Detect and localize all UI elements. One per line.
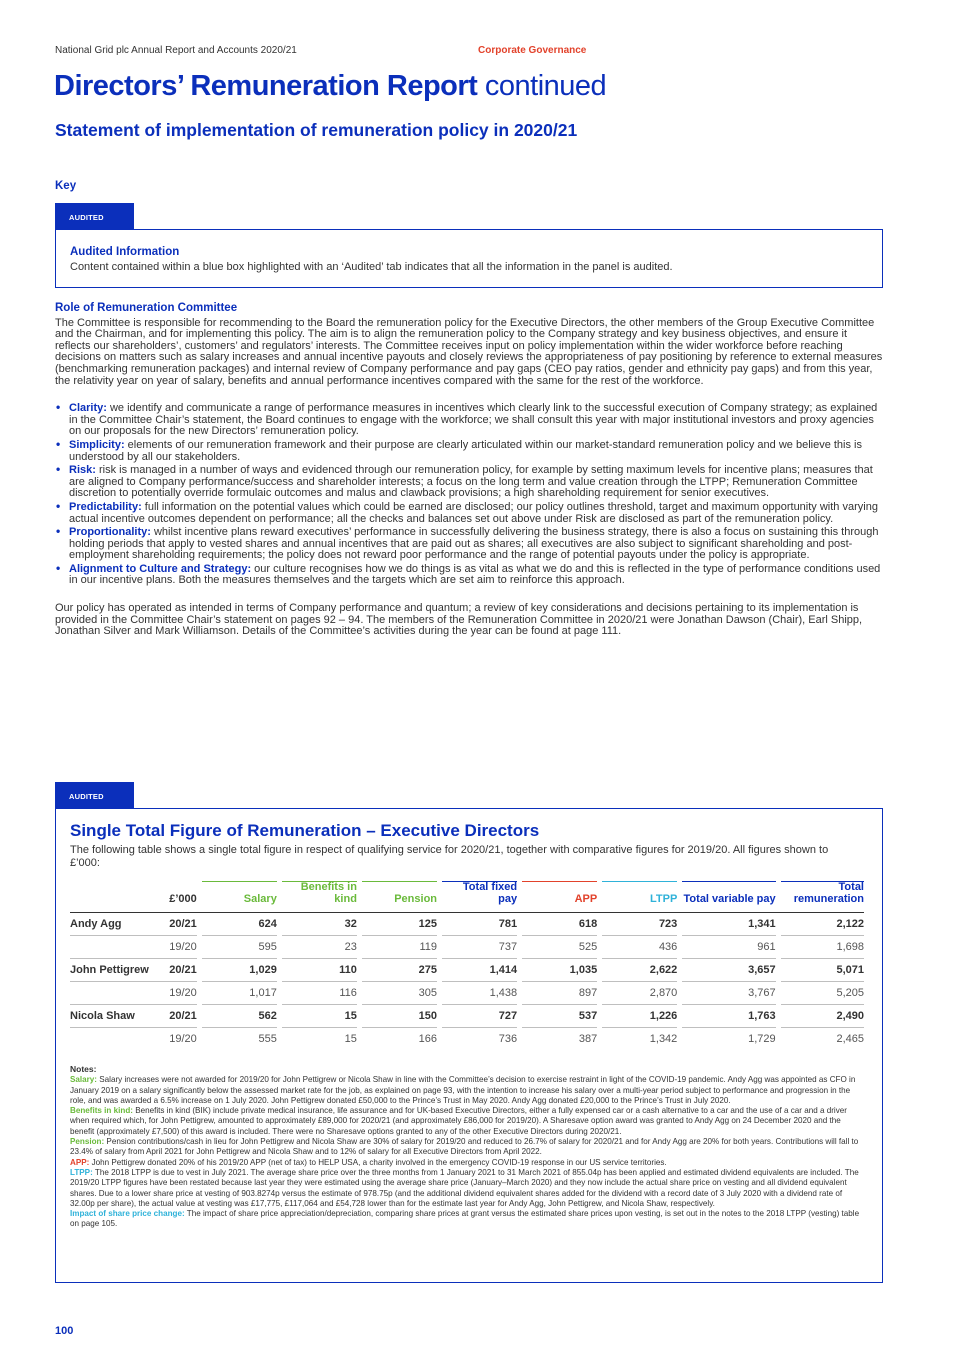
cell-benefits: 15 [282,1005,357,1028]
year-cell: 19/20 [161,982,196,1005]
key-audited-tab: AUDITED [55,203,134,229]
cell-salary: 595 [202,936,277,959]
header-benefits: Benefits in kind [282,882,357,913]
cell-pension: 119 [362,936,437,959]
remuneration-heading: Single Total Figure of Remuneration – Executive Directors [70,821,540,840]
bullet-term: Risk: [69,464,96,477]
role-principles-list [55,400,883,587]
header-section-title: Corporate Governance [478,45,587,56]
list-item [55,400,883,438]
table-row [70,936,864,959]
note-benefits [70,1106,866,1137]
note-text: Pension contributions/cash in lieu for John Pettigrew and Nicola Shaw are 30% of salary for 2019/20 and reduced to 26.7% of salary for 2020/21 and for Andy Agg are 20% for both years. Contributions will fall to 23.4% of salary from April 2021 for John Pettigrew and Nicola Shaw and to 12% of salary for all Executive Directors from April 2022. [70,1137,859,1157]
cell-app: 618 [522,913,597,936]
cell-app: 537 [522,1005,597,1028]
page-title-main: Directors’ Remuneration Report [54,70,478,102]
cell-total: 2,465 [781,1028,864,1051]
director-name: Andy Agg [70,913,161,936]
note-text: Salary increases were not awarded for 2019/20 for John Pettigrew or Nicola Shaw in line with the Committee’s decision to exercise restraint in light of the COVID-19 pandemic. Andy Agg was appointed as CFO in January 2019 on a salary significantly below the assessed market rate for the job, as explained on page 93, with the intention to increase his salary over a multi-year period subject to performance and progression in the role, and was awarded a 6.5% increase on 1 July 2020. John Pettigrew donated £50,000 to the Prince’s Trust in May 2020. Andy Agg donated £20,000 to the Prince’s Trust in July 2020. [70,1075,856,1105]
cell-pension: 305 [362,982,437,1005]
cell-tfp: 1,414 [442,959,517,982]
remuneration-intro: The following table shows a single total figure in respect of qualifying service for 2020/21, together with comparative figures for 2019/20. All figures shown to £’000: [70,844,829,869]
cell-pension: 275 [362,959,437,982]
cell-total: 5,071 [781,959,864,982]
cell-total: 2,122 [781,913,864,936]
cell-tvp: 961 [682,936,775,959]
cell-benefits: 15 [282,1028,357,1051]
cell-tvp: 1,729 [682,1028,775,1051]
year-cell: 20/21 [161,1005,196,1028]
cell-ltpp: 723 [602,913,677,936]
note-app [70,1158,866,1168]
bullet-text: whilst incentive plans reward executives’ performance in successfully delivering the business strategy, there is also a focus on sustaining this through holding periods that apply to vested shares and annual incentives that are paid out as shares; all executives are also subject to significant shareholding and post-employment shareholding requirements; the policy does not reward poor performance and the range of potential payouts under the policy is appropriate. [69,526,879,562]
role-heading: Role of Remuneration Committee [55,302,238,314]
bullet-icon: • [56,462,61,477]
note-label: APP: [70,1157,90,1167]
bullet-icon: • [56,560,61,575]
bullet-text: we identify and communicate a range of performance measures in incentives which clearly link to the successful execution of Company strategy; as explained in the Committee Chair’s statement, the Board continues to engage with the workforce; we shall consult this year with major institutional investors and proxy agencies on our proposals for the new Directors’ remuneration policy. [69,402,878,438]
bullet-text: full information on the potential values which could be earned are disclosed; our policy outlines threshold, target and maximum opportunity with varying actual incentive outcomes dependent on performance; all the checks and balances set out above under Risk are disclosed as part of the remuneration policy. [69,500,878,525]
header-app: APP [522,882,597,913]
cell-tfp: 727 [442,1005,517,1028]
year-cell: 19/20 [161,1028,196,1051]
cell-salary: 555 [202,1028,277,1051]
table-row [70,1005,864,1028]
cell-tvp: 3,657 [682,959,775,982]
cell-salary: 624 [202,913,277,936]
cell-tfp: 781 [442,913,517,936]
year-cell: 20/21 [161,913,196,936]
bullet-icon: • [56,400,61,415]
cell-app: 525 [522,936,597,959]
header-report-title: National Grid plc Annual Report and Accounts 2020/21 [55,45,297,56]
table-header-row [70,882,864,913]
list-item [55,498,883,525]
table-row [70,959,864,982]
bullet-icon: • [56,524,61,539]
list-item [55,436,883,463]
cell-pension: 166 [362,1028,437,1051]
cell-benefits: 32 [282,913,357,936]
cell-ltpp: 2,622 [602,959,677,982]
remuneration-table [70,881,864,1050]
director-name [70,1028,161,1051]
cell-pension: 125 [362,913,437,936]
note-label: Impact of share price change: [70,1209,185,1219]
note-text: The impact of share price appreciation/depreciation, comparing share prices at grant versus the estimated share prices upon vesting, is set out in the notes to the 2018 LTPP (vesting) table on page 105. [70,1209,860,1229]
cell-app: 1,035 [522,959,597,982]
page-subtitle: Statement of implementation of remuneration policy in 2020/21 [55,120,578,140]
bullet-text: elements of our remuneration framework and their purpose are clearly articulated within our market-standard remuneration policy and we believe this is understood by all our stakeholders. [69,438,862,463]
note-label: LTPP: [70,1167,93,1177]
list-item [55,560,883,587]
key-box [55,229,883,288]
notes-heading: Notes: [70,1064,97,1074]
note-text: The 2018 LTPP is due to vest in July 2021. The average share price over the three months from 1 January 2021 to 31 March 2021 of 855.04p has been applied and estimated dividend equivalents are included. The 2019/20 LTPP figures have been restated because last year they were estimated using the average share price (January–March 2020) and they now include the actual share price on vesting and all dividend equivalent shares. Due to a lower share price at vesting of 903.8274p versus the estimate of 978.75p (and the additional dividend equivalent shares added for the dividend with a record date of 3 July 2020 with a dividend rate of 32.00p per share), the actual value at vesting was £17,775, £117,064 and £54,728 lower than for the estimate last year for Andy Agg, John Pettigrew, and Nicola Shaw, respectively. [70,1167,859,1208]
note-text: John Pettigrew donated 20% of his 2019/20 APP (net of tax) to HELP USA, a charity involved in the emergency COVID-19 response in our US service territories. [89,1157,667,1167]
header-ltpp: LTPP [602,882,677,913]
cell-tvp: 1,763 [682,1005,775,1028]
list-item [55,462,883,500]
cell-total: 1,698 [781,936,864,959]
bullet-term: Simplicity: [69,438,125,451]
cell-total: 2,490 [781,1005,864,1028]
role-closing: Our policy has operated as intended in terms of Company performance and quantum; a review of key considerations and decisions pertaining to its implementation is provided in the Committee Chair’s statement on pages 92 – 94. The members of the Remuneration Committee in 2020/21 were Jonathan Dawson (Chair), Earl Shipp, Jonathan Silver and Mark Williamson. Details of the Committee’s activities during the year can be found at page 111. [55,602,863,638]
bullet-term: Proportionality: [69,526,151,539]
cell-total: 5,205 [781,982,864,1005]
bullet-text: risk is managed in a number of ways and evidenced through our remuneration policy, for example by setting maximum levels for incentive plans; measures that are aligned to Company performance/success and shareholder interests; a focus on the long term and value creation through the LTPP; Remuneration Committee discretion to potentially override formulaic outcomes and malus and clawback provisions; a high shareholding requirement for senior executives. [69,464,873,500]
list-item [55,524,883,562]
director-name [70,982,161,1005]
header-total-remuneration: Total remuneration [781,882,864,913]
director-name: Nicola Shaw [70,1005,161,1028]
key-label: Key [55,180,77,192]
bullet-text: our culture recognises how we do things is as vital as what we do and this is reflected in the type of performance conditions used in our incentive plans. Both the measures themselves and the targets which are set aim to reinforce this approach. [69,562,881,587]
note-salary [70,1075,866,1106]
cell-salary: 1,017 [202,982,277,1005]
role-intro: The Committee is responsible for recommending to the Board the remuneration policy for the Executive Directors, the other members of the Group Executive Committee and the Chairman, and for implementing this policy. The aim is to align the remuneration policy to the Company strategy and key business objectives, and ensure it reflects our shareholders’, customers’ and regulators’ interests. The Committee receives input on policy implementation within the wider workforce before reaching decisions on matters such as salary increases and annual incentive payouts and closely reviews the appropriateness of pay positioning by reference to external measures (benchmarking remuneration packages) and internal review of Company performance and pay gaps (CEO pay ratios, gender and ethnicity pay gaps) and from this year, the relativity year on year of salary, benefits and annual performance incentives compared with the same for the rest of the workforce. [55,316,883,387]
remuneration-audited-tab: AUDITED [55,782,134,808]
bullet-term: Predictability: [69,500,142,513]
cell-pension: 150 [362,1005,437,1028]
key-heading: Audited Information [70,246,180,258]
remuneration-box [55,808,883,1283]
year-cell: 20/21 [161,959,196,982]
table-row [70,982,864,1005]
cell-tfp: 736 [442,1028,517,1051]
key-text: Content contained within a blue box highlighted with an ‘Audited’ tab indicates that all the information in the panel is audited. [70,261,673,273]
table-row [70,913,864,936]
note-label: Pension: [70,1137,105,1147]
cell-ltpp: 1,342 [602,1028,677,1051]
note-share-price [70,1209,866,1230]
notes [70,1064,866,1230]
page-title-continued: continued [477,70,607,102]
cell-tvp: 3,767 [682,982,775,1005]
director-name: John Pettigrew [70,959,161,982]
bullet-term: Alignment to Culture and Strategy: [69,562,252,575]
page-number: 100 [55,1325,74,1337]
cell-ltpp: 1,226 [602,1005,677,1028]
header-salary: Salary [202,882,277,913]
bullet-term: Clarity: [69,402,107,415]
cell-benefits: 110 [282,959,357,982]
note-label: Benefits in kind: [70,1106,133,1116]
table-row [70,1028,864,1051]
cell-tfp: 737 [442,936,517,959]
cell-salary: 562 [202,1005,277,1028]
bullet-icon: • [56,498,61,513]
note-label: Salary: [70,1075,97,1085]
note-text: Benefits in kind (BIK) include private medical insurance, life assurance and for UK-based Executive Directors, either a fully expensed car or a cash alternative to a car and the use of a car and a driver when required which, for John Pettigrew, amounted to approximately £89,000 for 2020/21 (and approximately £86,000 for 2019/20). A Sharesave option award was granted to Andy Agg on 24 December 2020 and the benefit (approximately £7,500) of this award is included. There were no Sharesave options granted to any of the other Executive Directors during 2020/21. [70,1106,847,1136]
bullet-icon: • [56,436,61,451]
note-ltpp [70,1168,866,1209]
role-section [55,303,883,654]
cell-ltpp: 436 [602,936,677,959]
year-cell: 19/20 [161,936,196,959]
header-pension: Pension [362,882,437,913]
cell-benefits: 23 [282,936,357,959]
cell-app: 897 [522,982,597,1005]
header-total-variable-pay: Total variable pay [682,882,775,913]
page-title [54,70,606,103]
director-name [70,936,161,959]
cell-salary: 1,029 [202,959,277,982]
cell-tfp: 1,438 [442,982,517,1005]
cell-app: 387 [522,1028,597,1051]
header-name [70,882,161,913]
cell-ltpp: 2,870 [602,982,677,1005]
cell-tvp: 1,341 [682,913,775,936]
header-unit: £’000 [169,892,197,905]
note-pension [70,1137,866,1158]
header-total-fixed-pay: Total fixed pay [442,882,517,913]
cell-benefits: 116 [282,982,357,1005]
